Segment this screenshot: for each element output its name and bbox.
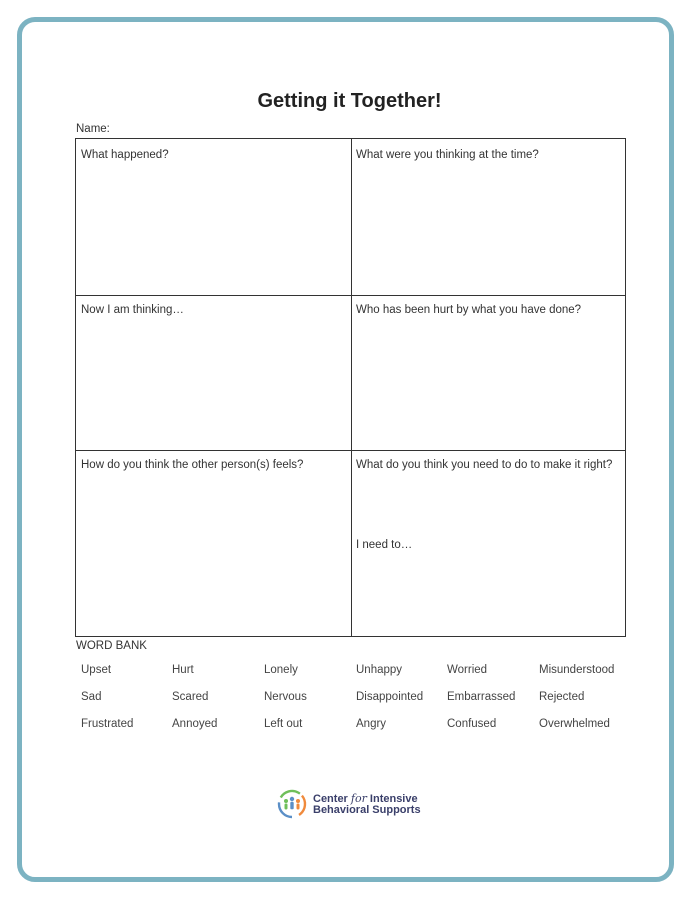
organization-logo bbox=[277, 789, 421, 819]
word-bank-item: Embarrassed bbox=[447, 691, 516, 703]
word-bank-item: Disappointed bbox=[356, 691, 424, 703]
word-bank-item: Overwhelmed bbox=[539, 718, 610, 730]
name-label: Name: bbox=[76, 123, 110, 135]
logo-wordmark: Center for Intensive Behavioral Supports bbox=[313, 791, 421, 816]
word-bank-item: Frustrated bbox=[81, 718, 134, 730]
word-bank-item: Lonely bbox=[264, 664, 298, 676]
word-bank-item: Sad bbox=[81, 691, 102, 703]
word-bank-item: Angry bbox=[356, 718, 387, 730]
word-bank-item: Rejected bbox=[539, 691, 585, 703]
grid-divider-horizontal-1 bbox=[76, 295, 625, 296]
word-bank-item: Left out bbox=[264, 718, 303, 730]
word-bank-item: Nervous bbox=[264, 691, 307, 703]
word-bank-item: Unhappy bbox=[356, 664, 403, 676]
word-bank-item: Misunderstood bbox=[539, 664, 615, 676]
word-bank-item: Upset bbox=[81, 664, 112, 676]
word-bank-item: Confused bbox=[447, 718, 497, 730]
grid-divider-vertical bbox=[351, 139, 352, 636]
cell-make-it-right: What do you think you need to do to make it right? bbox=[356, 459, 613, 471]
cell-now-thinking: Now I am thinking… bbox=[81, 304, 184, 316]
word-bank-item: Scared bbox=[172, 691, 209, 703]
cell-other-feels: How do you think the other person(s) feels? bbox=[81, 459, 304, 471]
worksheet-title: Getting it Together! bbox=[257, 90, 442, 112]
logo-people-icon bbox=[277, 789, 307, 819]
word-bank-item: Hurt bbox=[172, 664, 194, 676]
grid-divider-horizontal-2 bbox=[76, 450, 625, 451]
cell-i-need-to: I need to… bbox=[356, 539, 413, 551]
word-bank-item: Worried bbox=[447, 664, 488, 676]
cell-thinking-at-time: What were you thinking at the time? bbox=[356, 149, 539, 161]
cell-what-happened: What happened? bbox=[81, 149, 169, 161]
word-bank-item: Annoyed bbox=[172, 718, 218, 730]
worksheet-grid bbox=[75, 138, 626, 637]
cell-who-hurt: Who has been hurt by what you have done? bbox=[356, 304, 582, 316]
word-bank-label: WORD BANK bbox=[76, 640, 147, 652]
